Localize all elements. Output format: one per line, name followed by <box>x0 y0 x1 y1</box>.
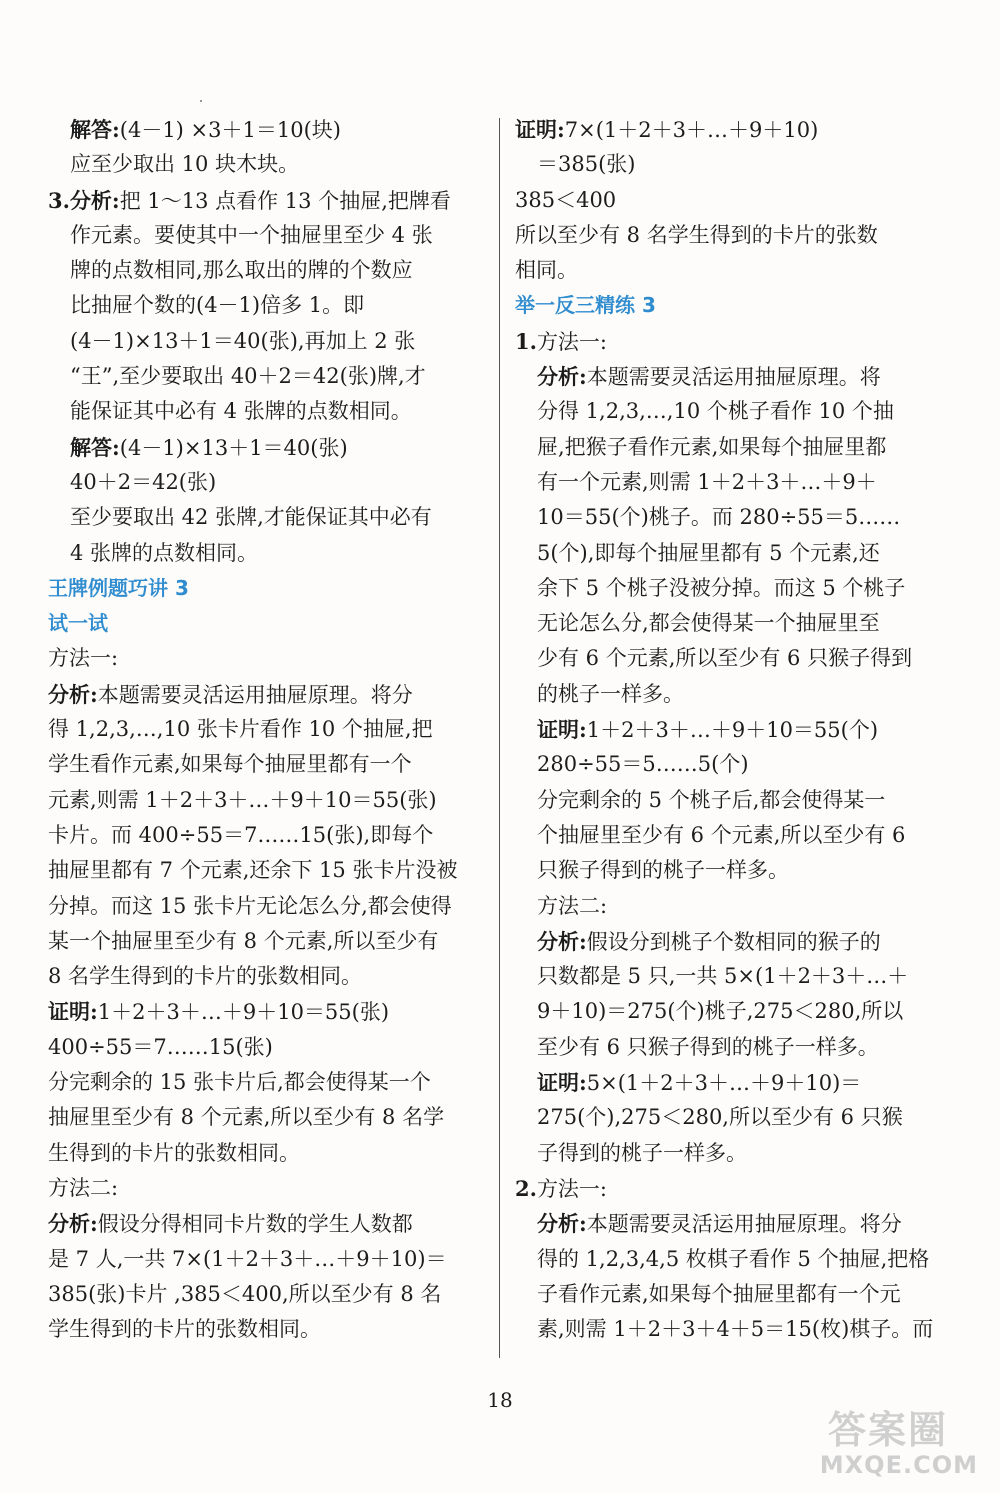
item-number: 3. <box>48 187 70 213</box>
line-text: 某一个抽屉里至少有 8 个元素,所以至少有 <box>48 928 439 953</box>
text-line <box>48 359 476 394</box>
text-line <box>515 994 955 1029</box>
watermark-bottom: MXQE.COM <box>819 1451 978 1479</box>
text-line <box>515 1312 955 1347</box>
line-label: 分析: <box>537 928 587 954</box>
text-line <box>515 253 955 288</box>
text-line <box>48 783 476 818</box>
text-line <box>515 747 955 782</box>
text-line <box>515 889 955 924</box>
text-line <box>48 1171 476 1206</box>
text-line <box>48 641 476 676</box>
text-line <box>48 147 476 182</box>
text-line <box>515 430 955 465</box>
text-line <box>515 218 955 253</box>
scan-speck <box>200 100 202 102</box>
text-line <box>515 1171 955 1206</box>
text-line <box>515 1065 955 1100</box>
line-text: ＝385(张) <box>537 152 636 177</box>
text-line <box>48 465 476 500</box>
text-line <box>48 1100 476 1135</box>
text-line <box>48 394 476 429</box>
line-text: 本题需要灵活运用抽屉原理。将分 <box>97 682 413 707</box>
line-text: 9＋10)＝275(个)桃子,275＜280,所以 <box>537 999 904 1024</box>
section-heading <box>48 606 476 641</box>
line-label: 分析: <box>537 1211 587 1237</box>
text-line <box>48 288 476 323</box>
line-text: 得 1,2,3,…,10 张卡片看作 10 个抽屉,把 <box>48 717 433 742</box>
line-text: 少有 6 个元素,所以至少有 6 只猴子得到 <box>537 646 913 671</box>
line-text: 1＋2＋3＋…＋9＋10＝55(个) <box>586 718 879 743</box>
line-text: 抽屉里都有 7 个元素,还余下 15 张卡片没被 <box>48 858 458 883</box>
text-line <box>48 1030 476 1065</box>
text-line <box>48 324 476 359</box>
line-text: 分掉。而这 15 张卡片无论怎么分,都会使得 <box>48 893 452 918</box>
line-text: 学生看作元素,如果每个抽屉里都有一个 <box>48 752 412 777</box>
line-label: 证明: <box>515 117 565 142</box>
line-text: 方法一: <box>536 329 608 354</box>
line-text: 400÷55＝7……15(张) <box>48 1034 273 1059</box>
line-text: 5×(1＋2＋3＋…＋9＋10)＝ <box>586 1071 862 1096</box>
text-line <box>515 147 955 182</box>
text-line <box>48 712 476 747</box>
line-text: 抽屉里至少有 8 个元素,所以至少有 8 名学 <box>48 1105 445 1130</box>
item-number: 2. <box>515 1175 537 1201</box>
line-text: 比抽屉个数的(4－1)倍多 1。即 <box>70 293 365 318</box>
line-label: 解答: <box>70 434 120 460</box>
line-text: 至少要取出 42 张牌,才能保证其中必有 <box>70 505 432 530</box>
line-text: 280÷55＝5……5(个) <box>537 752 749 777</box>
text-line <box>48 430 476 465</box>
left-column <box>48 112 476 1347</box>
line-text: 分完剩余的 15 张卡片后,都会使得某一个 <box>48 1070 431 1095</box>
line-text: 应至少取出 10 块木块。 <box>70 152 300 177</box>
line-text: 元素,则需 1＋2＋3＋…＋9＋10＝55(张) <box>48 787 437 812</box>
text-line <box>48 1277 476 1312</box>
text-line <box>515 183 955 218</box>
line-text: 得的 1,2,3,4,5 枚棋子看作 5 个抽屉,把格 <box>537 1246 930 1271</box>
text-line <box>515 924 955 959</box>
line-text: (4－1) ×3＋1＝10(块) <box>119 118 341 142</box>
text-line <box>515 324 955 359</box>
right-column <box>515 112 955 1347</box>
line-text: (4－1)×13＋1＝40(张) <box>119 435 348 460</box>
text-line <box>48 677 476 712</box>
line-text: 举一反三精练 3 <box>515 293 656 318</box>
text-line <box>48 1206 476 1241</box>
text-line <box>515 1030 955 1065</box>
line-text: 385＜400 <box>515 187 617 212</box>
text-line <box>48 536 476 571</box>
text-line <box>48 994 476 1029</box>
text-line <box>515 641 955 676</box>
line-text: 能保证其中必有 4 张牌的点数相同。 <box>70 399 412 424</box>
text-line <box>48 500 476 535</box>
line-label: 解答: <box>70 117 120 142</box>
line-text: 分得 1,2,3,…,10 个桃子看作 10 个抽 <box>537 399 894 424</box>
text-line <box>48 218 476 253</box>
line-text: 方法一: <box>48 646 119 671</box>
line-label: 分析: <box>48 681 98 707</box>
text-line <box>515 1206 955 1241</box>
line-label: 证明: <box>537 1070 587 1096</box>
line-text: “王”,至少要取出 40＋2＝42(张)牌,才 <box>70 364 426 389</box>
text-line <box>48 253 476 288</box>
line-text: 相同。 <box>515 258 578 283</box>
line-text: 牌的点数相同,那么取出的牌的个数应 <box>70 258 413 283</box>
text-line <box>48 112 476 147</box>
watermark-top: 答案圈 <box>828 1408 949 1452</box>
text-line <box>515 783 955 818</box>
line-text: 的桃子一样多。 <box>537 681 684 706</box>
line-text: 子看作元素,如果每个抽屉里都有一个元 <box>537 1281 901 1306</box>
line-text: 只数都是 5 只,一共 5×(1＋2＋3＋…＋ <box>537 964 909 989</box>
text-line <box>48 959 476 994</box>
line-label: 证明: <box>48 999 98 1025</box>
page-number: 18 <box>487 1388 513 1412</box>
text-line <box>48 1136 476 1171</box>
text-line <box>515 500 955 535</box>
line-text: 7×(1＋2＋3＋…＋9＋10) <box>564 118 819 142</box>
section-heading <box>515 288 955 323</box>
line-text: 8 名学生得到的卡片的张数相同。 <box>48 964 363 989</box>
text-line <box>48 1065 476 1100</box>
line-text: 385(张)卡片 ,385＜400,所以至少有 8 名 <box>48 1281 442 1306</box>
line-text: 假设分到桃子个数相同的猴子的 <box>586 929 881 954</box>
text-line <box>515 1136 955 1171</box>
line-text: (4－1)×13＋1＝40(张),再加上 2 张 <box>70 328 416 353</box>
section-heading <box>48 571 476 606</box>
line-text: 是 7 人,一共 7×(1＋2＋3＋…＋9＋10)＝ <box>48 1246 447 1271</box>
line-text: 有一个元素,则需 1＋2＋3＋…＋9＋ <box>537 469 877 494</box>
line-text: 方法一: <box>536 1176 608 1201</box>
text-line <box>515 818 955 853</box>
line-text: 本题需要灵活运用抽屉原理。将分 <box>586 1212 902 1237</box>
text-line <box>515 571 955 606</box>
line-label: 分析: <box>48 1211 98 1237</box>
text-line <box>515 112 955 147</box>
line-text: 分完剩余的 5 个桃子后,都会使得某一 <box>537 787 886 812</box>
text-line <box>48 183 476 218</box>
text-line <box>48 924 476 959</box>
text-line <box>515 536 955 571</box>
line-text: 5(个),即每个抽屉里都有 5 个元素,还 <box>537 540 880 565</box>
text-line <box>515 712 955 747</box>
line-text: 卡片。而 400÷55＝7……15(张),即每个 <box>48 822 434 847</box>
line-text: 方法二: <box>48 1175 119 1200</box>
text-line <box>48 818 476 853</box>
line-text: 275(个),275＜280,所以至少有 6 只猴 <box>537 1105 903 1130</box>
text-line <box>48 1312 476 1347</box>
watermark-logo <box>819 1399 978 1479</box>
line-text: 学生得到的卡片的张数相同。 <box>48 1317 321 1342</box>
text-line <box>515 959 955 994</box>
text-line <box>515 677 955 712</box>
line-label: 证明: <box>537 717 587 743</box>
line-text: 素,则需 1＋2＋3＋4＋5＝15(枚)棋子。而 <box>537 1317 934 1342</box>
text-line <box>515 394 955 429</box>
line-label: 分析: <box>69 187 120 213</box>
text-line <box>48 889 476 924</box>
text-line <box>515 359 955 394</box>
line-text: 10＝55(个)桃子。而 280÷55＝5…… <box>537 505 901 530</box>
text-line <box>48 1242 476 1277</box>
line-text: 所以至少有 8 名学生得到的卡片的张数 <box>515 222 878 247</box>
text-line <box>48 747 476 782</box>
text-line <box>515 853 955 888</box>
line-text: 王牌例题巧讲 3 <box>48 575 189 600</box>
text-line <box>515 1242 955 1277</box>
line-text: 至少有 6 只猴子得到的桃子一样多。 <box>537 1034 879 1059</box>
line-text: 作元素。要使其中一个抽屉里至少 4 张 <box>70 222 433 247</box>
line-text: 余下 5 个桃子没被分掉。而这 5 个桃子 <box>537 575 906 600</box>
line-text: 把 1～13 点看作 13 个抽屉,把牌看 <box>119 188 451 213</box>
line-text: 1＋2＋3＋…＋9＋10＝55(张) <box>97 1000 390 1025</box>
text-line <box>515 1100 955 1135</box>
item-number: 1. <box>515 328 537 354</box>
line-text: 4 张牌的点数相同。 <box>70 540 259 565</box>
column-divider <box>499 118 500 1358</box>
line-text: 本题需要灵活运用抽屉原理。将 <box>586 365 881 390</box>
line-text: 个抽屉里至少有 6 个元素,所以至少有 6 <box>537 822 906 847</box>
line-text: 生得到的卡片的张数相同。 <box>48 1140 300 1165</box>
line-label: 分析: <box>537 364 587 390</box>
line-text: 无论怎么分,都会使得某一个抽屉里至 <box>537 611 880 636</box>
text-line <box>515 1277 955 1312</box>
line-text: 40＋2＝42(张) <box>70 469 217 494</box>
text-line <box>515 465 955 500</box>
line-text: 只猴子得到的桃子一样多。 <box>537 858 789 883</box>
line-text: 方法二: <box>537 893 608 918</box>
line-text: 试一试 <box>48 611 108 636</box>
line-text: 假设分得相同卡片数的学生人数都 <box>97 1212 413 1237</box>
text-line <box>515 606 955 641</box>
line-text: 屉,把猴子看作元素,如果每个抽屉里都 <box>537 434 887 459</box>
line-text: 子得到的桃子一样多。 <box>537 1140 747 1165</box>
text-line <box>48 853 476 888</box>
